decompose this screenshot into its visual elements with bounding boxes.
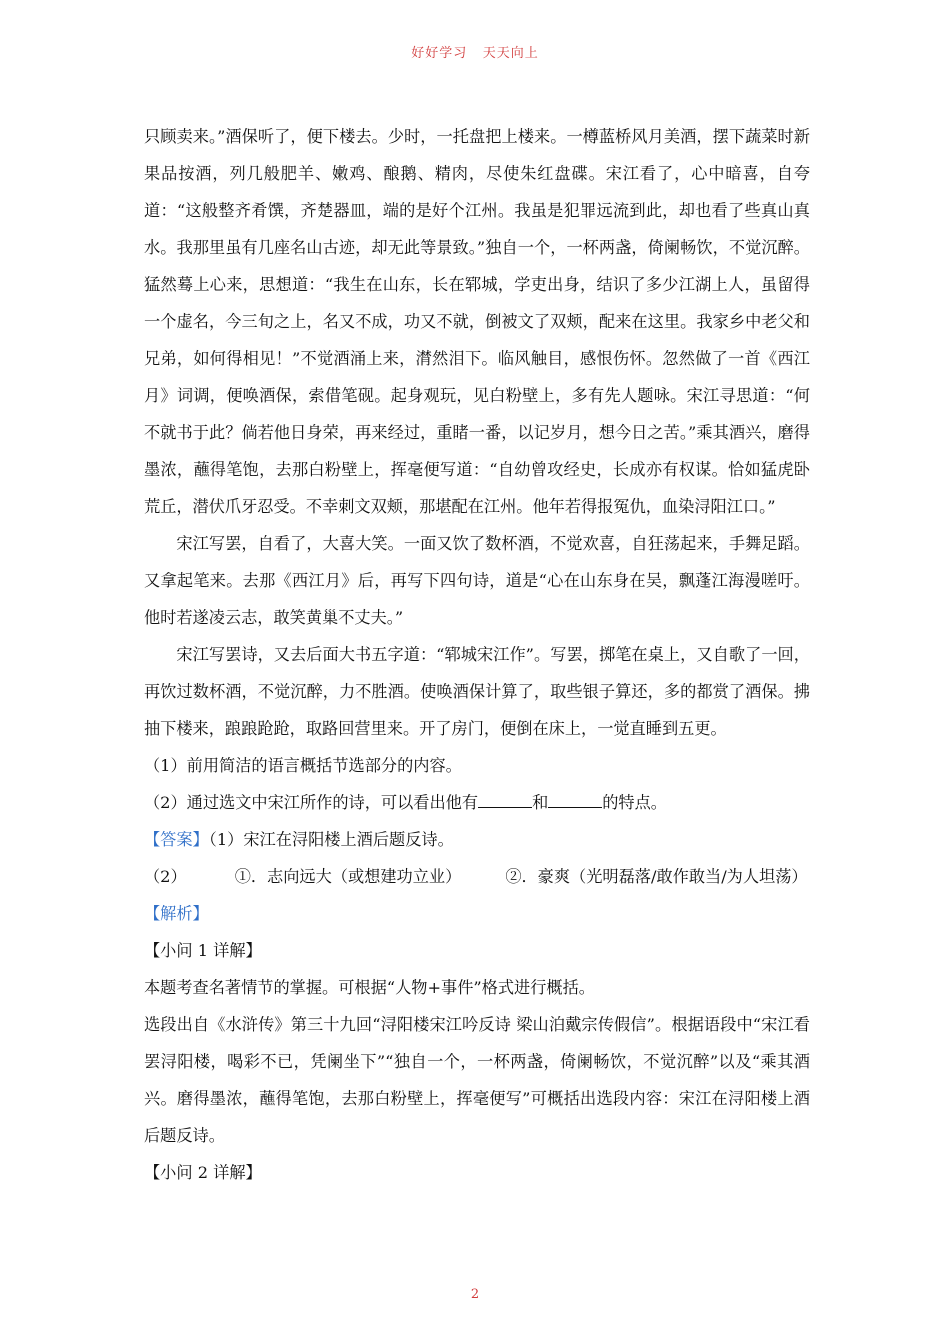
answer-1-text: （1）宋江在浔阳楼上酒后题反诗。 <box>208 830 454 849</box>
answer-blank-2 <box>548 793 602 808</box>
question-2-text-after: 的特点。 <box>602 793 667 812</box>
question-1: （1）前用简洁的语言概括节选部分的内容。 <box>144 756 462 775</box>
answer-line-2 <box>144 858 810 895</box>
answer-2-prefix: （2） <box>144 867 187 886</box>
analysis-label: 【解析】 <box>144 904 209 923</box>
passage-paragraph-3: 宋江写罢诗，又去后面大书五字道：“郓城宋江作”。写罢，掷笔在桌上，又自歌了一回，再饮过数杯酒，不觉沉醉，力不胜酒。使唤酒保计算了，取些银子算还，多的都赏了酒保。拂抽下楼来，踉踉跄跄，取路回营里来。开了房门，便倒在床上，一觉直睡到五更。 <box>144 645 810 738</box>
answer-label: 【答案】 <box>144 830 209 849</box>
analysis-subquestion-1-title: 【小问 1 详解】 <box>144 941 262 960</box>
analysis-subquestion-1-paragraph: 选段出自《水浒传》第三十九回“浔阳楼宋江吟反诗 梁山泊戴宗传假信”。根据语段中“宋江看罢浔阳楼，喝彩不已，凭阑坐下”“独自一个，一杯两盏，倚阑畅饮，不觉沉醉”以及“乘其酒兴。磨得墨浓，蘸得笔饱，去那白粉壁上，挥毫便写”可概括出选段内容：宋江在浔阳楼上酒后题反诗。 <box>144 1015 810 1145</box>
question-2 <box>144 784 810 821</box>
document-body <box>144 118 810 1191</box>
analysis-subquestion-1-line: 本题考查名著情节的掌握。可根据“人物+事件”格式进行概括。 <box>144 978 595 997</box>
page-header: 好好学习 天天向上 <box>411 46 539 61</box>
analysis-subquestion-2-title: 【小问 2 详解】 <box>144 1163 262 1182</box>
question-2-text-middle: 和 <box>532 793 549 812</box>
page-number: 2 <box>470 1287 480 1302</box>
passage-paragraph-2: 宋江写罢，自看了，大喜大笑。一面又饮了数杯酒，不觉欢喜，自狂荡起来，手舞足蹈。又拿起笔来。去那《西江月》后，再写下四句诗，道是“心在山东身在吴，飘蓬江海漫嗟吁。他时若遂凌云志，敢笑黄巢不丈夫。” <box>144 534 810 627</box>
question-2-text-before: （2）通过选文中宋江所作的诗，可以看出他有 <box>144 793 479 812</box>
answer-blank-1 <box>478 793 532 808</box>
answer-2-item-2: ②．豪爽（光明磊落/敢作敢当/为人坦荡） <box>505 867 808 886</box>
answer-line-1 <box>144 821 810 858</box>
passage-paragraph-1: 只顾卖来。”酒保听了，便下楼去。少时，一托盘把上楼来。一樽蓝桥风月美酒，摆下蔬菜时新果品按酒，列几般肥羊、嫩鸡、酿鹅、精肉，尽使朱红盘碟。宋江看了，心中暗喜，自夸道：“这般整齐肴馔，齐楚器皿，端的是好个江州。我虽是犯罪远流到此，却也看了些真山真水。我那里虽有几座名山古迹，却无此等景致。”独自一个，一杯两盏，倚阑畅饮，不觉沉醉。猛然蓦上心来，思想道：“我生在山东，长在郓城，学吏出身，结识了多少江湖上人，虽留得一个虚名，今三旬之上，名又不成，功又不就，倒被文了双颊，配来在这里。我家乡中老父和兄弟，如何得相见！”不觉酒涌上来，潸然泪下。临风触目，感恨伤怀。忽然做了一首《西江月》词调，便唤酒保，索借笔砚。起身观玩，见白粉壁上，多有先人题咏。宋江寻思道：“何不就书于此？倘若他日身荣，再来经过，重睹一番，以记岁月，想今日之苦。”乘其酒兴，磨得墨浓，蘸得笔饱，去那白粉壁上，挥毫便写道：“自幼曾攻经史，长成亦有权谋。恰如猛虎卧荒丘，潜伏爪牙忍受。不幸刺文双颊，那堪配在江州。他年若得报冤仇，血染浔阳江口。” <box>144 127 810 516</box>
answer-2-item-1: ①．志向远大（或想建功立业） <box>234 867 462 886</box>
